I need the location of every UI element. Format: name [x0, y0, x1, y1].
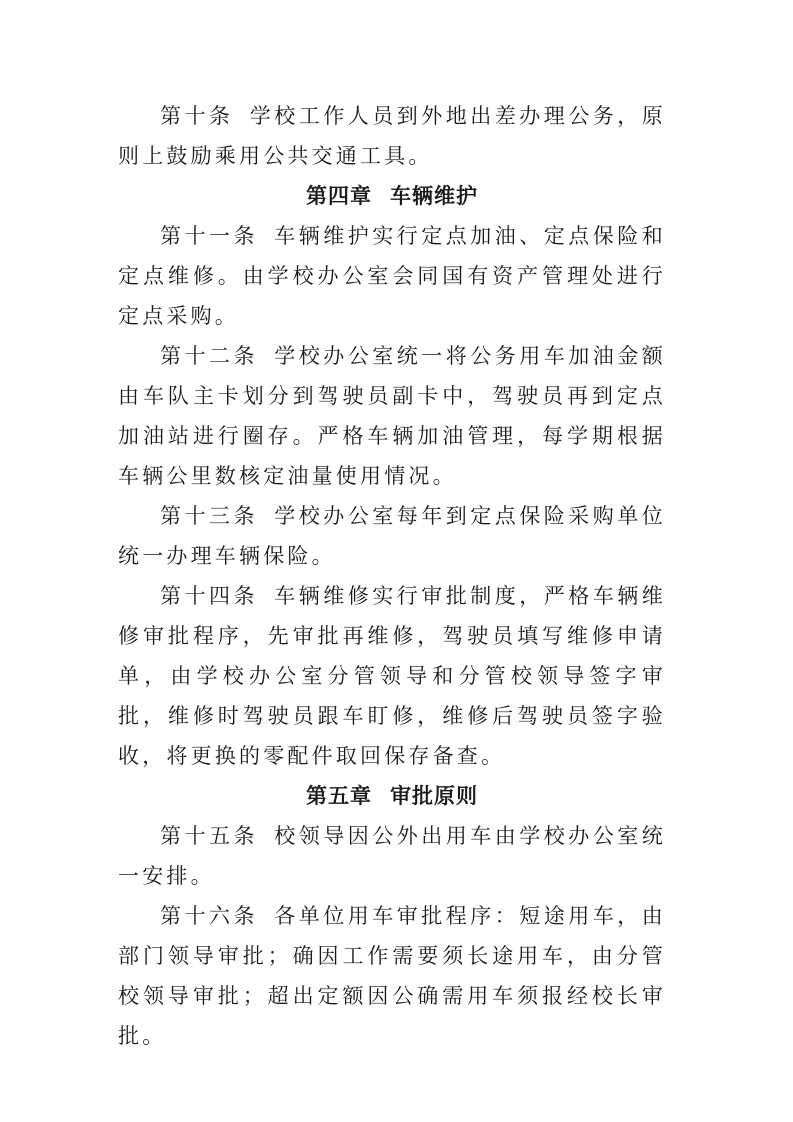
chapter-heading-5	[118, 776, 666, 816]
article-12	[118, 336, 666, 496]
article-number: 第十二条	[160, 344, 258, 368]
article-11	[118, 216, 666, 336]
article-14	[118, 576, 666, 776]
chapter-number: 第四章	[306, 184, 372, 208]
article-number: 第十条	[160, 104, 234, 128]
article-text: 车辆维护实行定点加油、定点保险和定点维修。由学校办公室会同国有资产管理处进行定点采购。	[118, 224, 666, 328]
chapter-heading-4	[118, 176, 666, 216]
article-number: 第十四条	[160, 584, 258, 608]
article-13	[118, 496, 666, 576]
article-number: 第十六条	[160, 904, 258, 928]
article-text: 各单位用车审批程序：短途用车，由部门领导审批；确因工作需要须长途用车，由分管校领导审批；超出定额因公确需用车须报经校长审批。	[118, 904, 666, 1048]
article-10	[118, 96, 666, 176]
article-number: 第十五条	[160, 824, 258, 848]
chapter-title: 审批原则	[390, 784, 478, 808]
chapter-number: 第五章	[306, 784, 372, 808]
article-number: 第十三条	[160, 504, 258, 528]
article-16	[118, 896, 666, 1056]
article-text: 车辆维修实行审批制度，严格车辆维修审批程序，先审批再维修，驾驶员填写维修申请单，由学校办公室分管领导和分管校领导签字审批，维修时驾驶员跟车盯修，维修后驾驶员签字验收，将更换的零配件取回保存备查。	[118, 584, 666, 768]
article-text: 学校办公室统一将公务用车加油金额由车队主卡划分到驾驶员副卡中，驾驶员再到定点加油站进行圈存。严格车辆加油管理，每学期根据车辆公里数核定油量使用情况。	[118, 344, 666, 488]
article-text: 校领导因公外出用车由学校办公室统一安排。	[118, 824, 666, 888]
article-15	[118, 816, 666, 896]
article-text: 学校工作人员到外地出差办理公务，原则上鼓励乘用公共交通工具。	[118, 104, 666, 168]
article-number: 第十一条	[160, 224, 258, 248]
chapter-title: 车辆维护	[390, 184, 478, 208]
article-text: 学校办公室每年到定点保险采购单位统一办理车辆保险。	[118, 504, 666, 568]
document-page	[118, 96, 666, 1056]
